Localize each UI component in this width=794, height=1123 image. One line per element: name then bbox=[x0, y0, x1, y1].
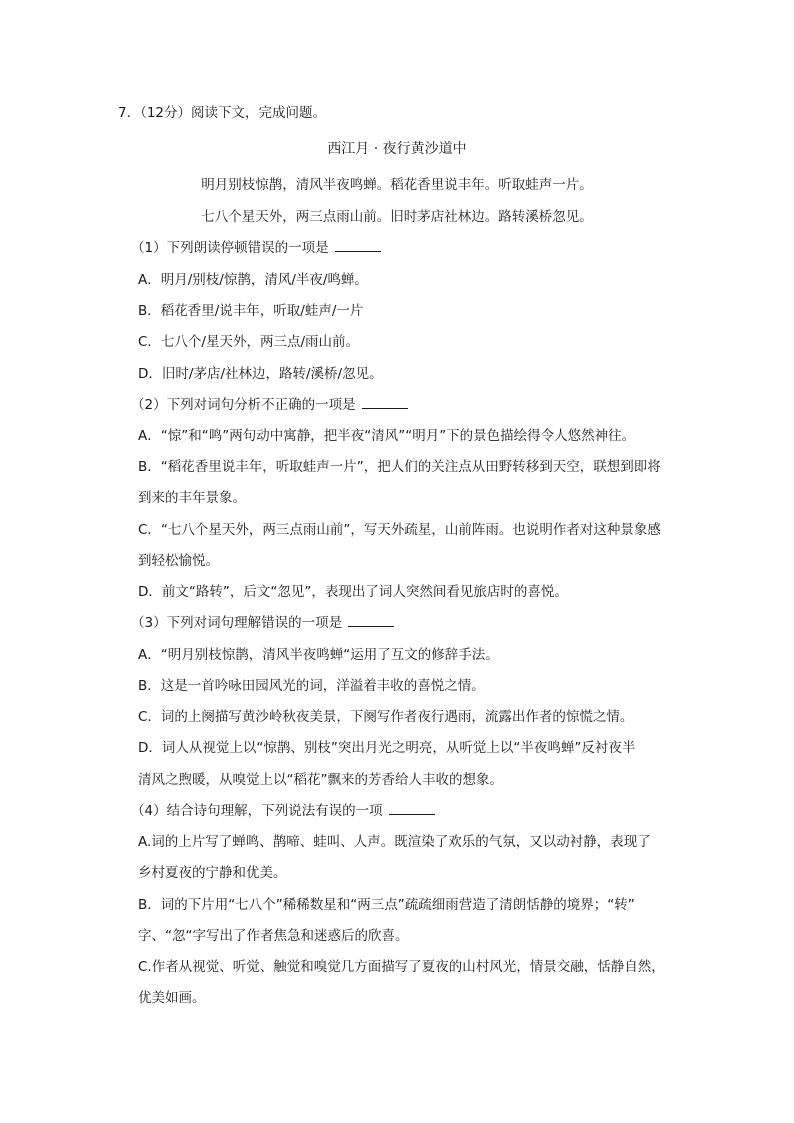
sub4-option-c-line2: 优美如画。 bbox=[138, 990, 206, 1006]
sub2-option-b-line1: B．“稻花香里说丰年，听取蛙声一片”，把人们的关注点从田野转移到天空，联想到即将 bbox=[138, 459, 661, 475]
sub3-option-d-line1: D．词人从视觉上以“惊鹊、别枝”突出月光之明亮，从听觉上以“半夜鸣蝉”反衬夜半 bbox=[138, 740, 636, 756]
question-header: 7．（12分）阅读下文，完成问题。 bbox=[118, 105, 327, 121]
sub2-option-d: D．前文“路转”，后文“忽见”，表现出了词人突然间看见旅店时的喜悦。 bbox=[138, 584, 568, 600]
sub4-option-b-line2: 字、“忽“字写出了作者焦急和迷惑后的欣喜。 bbox=[138, 928, 409, 944]
sub2-option-c-line1: C．“七八个星天外，两三点雨山前”，写天外疏星，山前阵雨。也说明作者对这种景象感 bbox=[138, 522, 661, 538]
sub2-stem-text: （2）下列对词句分析不正确的一项是 bbox=[131, 397, 356, 413]
sub4-option-b-line1: B．词的下片用“七八个”稀稀数星和“两三点”疏疏细雨营造了清朗恬静的境界；“转” bbox=[138, 897, 635, 913]
sub4-option-a-line2: 乡村夏夜的宁静和优美。 bbox=[138, 865, 287, 881]
sub4-option-c-line1: C.作者从视觉、听觉、触觉和嗅觉几方面描写了夏夜的山村风光，情景交融，恬静自然， bbox=[138, 959, 665, 975]
sub3-stem-text: （3）下列对词句理解错误的一项是 bbox=[131, 615, 343, 631]
sub3-answer-blank bbox=[348, 614, 394, 627]
sub4-option-a-line1: A.词的上片写了蝉鸣、鹊啼、蛙叫、人声。既渲染了欢乐的气氛，又以动衬静，表现了 bbox=[138, 834, 651, 850]
sub1-stem-text: （1）下列朗读停顿错误的一项是 bbox=[131, 240, 329, 256]
sub4-answer-blank bbox=[389, 802, 435, 815]
sub1-option-d: D．旧时/茅店/社林边，路转/溪桥/忽见。 bbox=[138, 366, 383, 382]
sub1-option-c: C．七八个/星天外，两三点/雨山前。 bbox=[138, 334, 360, 350]
sub3-stem bbox=[131, 613, 394, 633]
sub2-answer-blank bbox=[362, 396, 408, 409]
sub3-option-c: C．词的上阕描写黄沙岭秋夜美景，下阕写作者夜行遇雨，流露出作者的惊慌之情。 bbox=[138, 709, 634, 725]
poem-title: 西江月 · 夜行黄沙道中 bbox=[327, 141, 467, 157]
sub4-stem bbox=[131, 801, 435, 821]
sub1-stem bbox=[131, 238, 381, 258]
sub4-stem-text: （4）结合诗句理解，下列说法有误的一项 bbox=[131, 803, 383, 819]
sub2-stem bbox=[131, 395, 408, 415]
sub3-option-b: B．这是一首吟咏田园风光的词，洋溢着丰收的喜悦之情。 bbox=[138, 678, 485, 694]
poem-line-2: 七八个星天外，两三点雨山前。旧时茅店社林边。路转溪桥忽见。 bbox=[201, 209, 593, 225]
sub3-option-d-line2: 清风之煦暖，从嗅觉上以“稻花”飘来的芳香给人丰收的想象。 bbox=[138, 772, 503, 788]
sub1-option-b: B．稻花香里/说丰年，听取/蛙声/一片 bbox=[138, 303, 364, 319]
sub1-option-a: A．明月/别枝/惊鹊，清风/半夜/鸣蝉。 bbox=[138, 272, 368, 288]
sub2-option-a: A．“惊”和“鸣”两句动中寓静，把半夜“清风”“明月”下的景色描绘得令人悠然神往。 bbox=[138, 428, 636, 444]
sub3-option-a: A．“明月别枝惊鹊，清风半夜鸣蝉“运用了互文的修辞手法。 bbox=[138, 647, 499, 663]
sub1-answer-blank bbox=[335, 239, 381, 252]
poem-line-1: 明月别枝惊鹊，清风半夜鸣蝉。稻花香里说丰年。听取蛙声一片。 bbox=[201, 177, 593, 193]
sub2-option-b-line2: 到来的丰年景象。 bbox=[138, 490, 246, 506]
sub2-option-c-line2: 到轻松愉悦。 bbox=[138, 553, 219, 569]
